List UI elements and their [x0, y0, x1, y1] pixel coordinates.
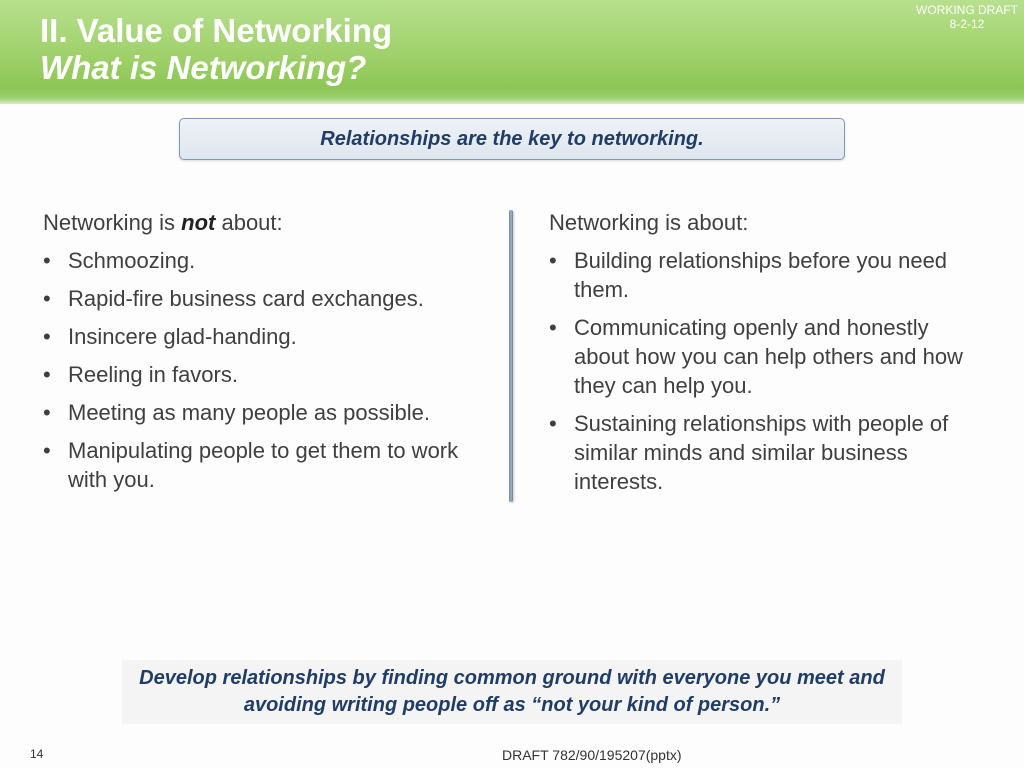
key-message: Relationships are the key to networking. — [320, 127, 704, 150]
list-item-text: Schmoozing. — [68, 248, 196, 273]
left-bullet-list — [43, 246, 483, 494]
bullet-icon: • — [43, 248, 51, 273]
bullet-icon: • — [43, 438, 51, 463]
left-heading-start: Networking is — [43, 210, 182, 235]
list-item — [549, 313, 989, 400]
list-item — [549, 246, 989, 304]
draft-date: 8-2-12 — [949, 17, 985, 31]
takeaway-message: Develop relationships by finding common ground with everyone you meet and avoiding writing people off as “not your kind of person.” — [139, 667, 885, 716]
bullet-icon: • — [549, 411, 557, 436]
draft-stamp — [916, 3, 1018, 31]
list-item — [549, 409, 989, 496]
bullet-icon: • — [43, 286, 51, 311]
bullet-icon: • — [43, 324, 51, 349]
list-item — [43, 246, 483, 275]
column-divider — [509, 210, 513, 502]
list-item-text: Reeling in favors. — [68, 362, 238, 387]
list-item — [43, 284, 483, 313]
list-item-text: Building relationships before you need them. — [574, 248, 948, 302]
right-column — [549, 208, 989, 505]
slide-title: What is Networking? — [40, 49, 367, 86]
header-banner — [0, 0, 1024, 104]
section-title: II. Value of Networking — [40, 12, 393, 49]
left-column-heading — [43, 208, 483, 237]
left-column — [43, 208, 483, 503]
page-number: 14 — [30, 747, 44, 761]
list-item — [43, 436, 483, 494]
bullet-icon: • — [549, 315, 557, 340]
document-id: DRAFT 782/90/195207(pptx) — [502, 747, 682, 763]
left-heading-emphasis: not — [181, 210, 216, 235]
list-item — [43, 360, 483, 389]
list-item-text: Meeting as many people as possible. — [68, 400, 430, 425]
list-item-text: Communicating openly and honestly about how you can help others and how they can help you. — [574, 315, 963, 398]
list-item-text: Sustaining relationships with people of similar minds and similar business interests. — [574, 411, 949, 494]
bullet-icon: • — [43, 400, 51, 425]
list-item-text: Rapid-fire business card exchanges. — [68, 286, 424, 311]
list-item — [43, 398, 483, 427]
draft-label: WORKING DRAFT — [916, 3, 1018, 17]
bullet-icon: • — [549, 248, 557, 273]
list-item-text: Insincere glad-handing. — [68, 324, 297, 349]
list-item — [43, 322, 483, 351]
list-item-text: Manipulating people to get them to work with you. — [68, 438, 459, 492]
left-heading-end: about: — [215, 210, 283, 235]
right-bullet-list — [549, 246, 989, 496]
key-message-box — [179, 118, 845, 160]
bullet-icon: • — [43, 362, 51, 387]
right-column-heading: Networking is about: — [549, 210, 749, 235]
takeaway-box — [122, 660, 902, 724]
